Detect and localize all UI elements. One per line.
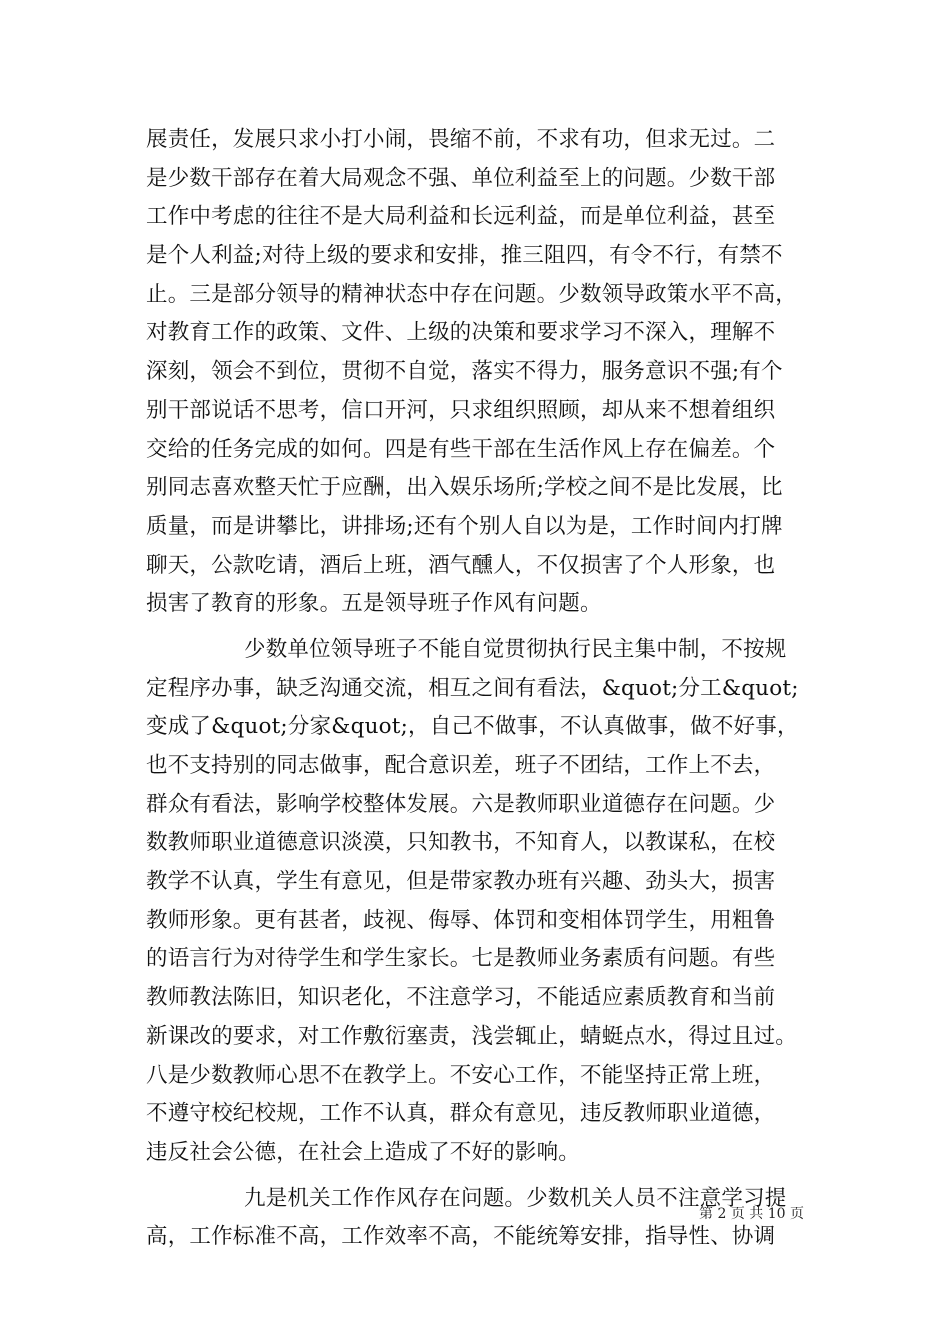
text-line: 八是少数教师心思不在教学上。不安心工作，不能坚持正常上班， xyxy=(146,1062,776,1088)
paragraph xyxy=(146,121,806,624)
text-line: 违反社会公德，在社会上造成了不好的影响。 xyxy=(146,1139,581,1165)
text-line: 教师形象。更有甚者，歧视、侮辱、体罚和变相体罚学生，用粗鲁 xyxy=(146,907,776,933)
text-line: 是个人利益;对待上级的要求和安排，推三阻四，有令不行，有禁不 xyxy=(146,243,783,269)
paragraph xyxy=(146,631,806,1173)
text-line: 高，工作标准不高，工作效率不高，不能统筹安排，指导性、协调 xyxy=(146,1224,776,1250)
text-line: 损害了教育的形象。五是领导班子作风有问题。 xyxy=(146,591,602,617)
text-line: 群众有看法，影响学校整体发展。六是教师职业道德存在问题。少 xyxy=(146,791,776,817)
text-line: 别干部说话不思考，信口开河，只求组织照顾，却从来不想着组织 xyxy=(146,397,776,423)
page-footer: 第 2 页 共 10 页 xyxy=(699,1206,804,1222)
paragraph-gap xyxy=(146,1173,806,1180)
text-line: 是少数干部存在着大局观念不强、单位利益至上的问题。少数干部 xyxy=(146,165,776,191)
text-line: 质量，而是讲攀比，讲排场;还有个别人自以为是，工作时间内打牌 xyxy=(146,513,783,539)
text-line: 展责任，发展只求小打小闹，畏缩不前，不求有功，但求无过。二 xyxy=(146,127,776,152)
text-line: 九是机关工作作风存在问题。少数机关人员不注意学习提 xyxy=(244,1185,787,1211)
text-line: 也不支持别的同志做事，配合意识差，班子不团结，工作上不去， xyxy=(146,753,776,778)
text-line: 的语言行为对待学生和学生家长。七是教师业务素质有问题。有些 xyxy=(146,946,776,972)
text-line: 工作中考虑的往往不是大局利益和长远利益，而是单位利益，甚至 xyxy=(146,204,776,230)
text-line: 交给的任务完成的如何。四是有些干部在生活作风上存在偏差。个 xyxy=(146,436,776,462)
text-line: 数教师职业道德意识淡漠，只知教书，不知育人，以教谋私，在校 xyxy=(146,830,776,856)
text-line: 不遵守校纪校规，工作不认真，群众有意见，违反教师职业道德， xyxy=(146,1101,776,1127)
text-line: 教学不认真，学生有意见，但是带家教办班有兴趣、劲头大，损害 xyxy=(146,869,776,895)
document-body xyxy=(146,121,806,1257)
text-line: 少数单位领导班子不能自觉贯彻执行民主集中制，不按规 xyxy=(244,636,787,662)
text-line: 教师教法陈旧，知识老化，不注意学习，不能适应素质教育和当前 xyxy=(146,985,776,1011)
paragraph-gap xyxy=(146,624,806,631)
text-line: 变成了&quot;分家&quot;，自己不做事，不认真做事，做不好事， xyxy=(146,714,799,740)
text-line: 深刻，领会不到位，贯彻不自觉，落实不得力，服务意识不强;有个 xyxy=(146,359,783,385)
text-line: 聊天，公款吃请，酒后上班，酒气醺人，不仅损害了个人形象，也 xyxy=(146,552,776,578)
text-line: 止。三是部分领导的精神状态中存在问题。少数领导政策水平不高， xyxy=(146,281,798,307)
text-line: 别同志喜欢整天忙于应酬，出入娱乐场所;学校之间不是比发展，比 xyxy=(146,475,783,501)
text-line: 定程序办事，缺乏沟通交流，相互之间有看法，&quot;分工&quot; xyxy=(146,675,799,701)
text-line: 对教育工作的政策、文件、上级的决策和要求学习不深入，理解不 xyxy=(146,320,776,346)
text-line: 新课改的要求，对工作敷衍塞责，浅尝辄止，蜻蜓点水，得过且过。 xyxy=(146,1023,798,1049)
